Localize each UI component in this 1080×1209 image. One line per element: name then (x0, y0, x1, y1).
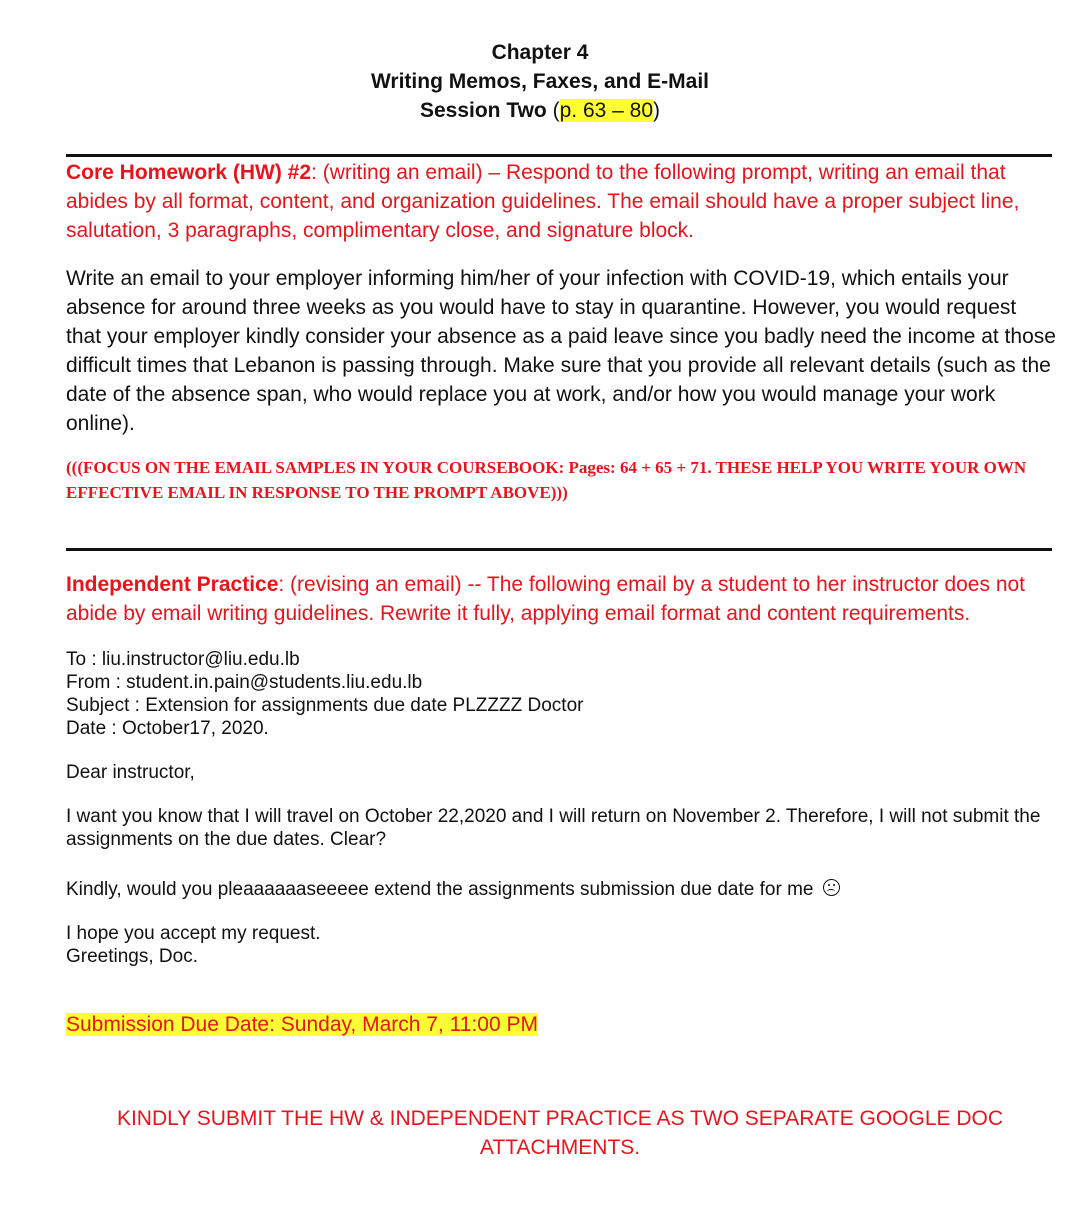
email-from-line: From : student.in.pain@students.liu.edu.lb (66, 672, 423, 693)
email-subject-line: Subject : Extension for assignments due date PLZZZZ Doctor (66, 695, 584, 716)
email-to-line: To : liu.instructor@liu.edu.lb (66, 649, 300, 670)
frowning-face-icon (823, 879, 840, 896)
email-date-line: Date : October17, 2020. (66, 718, 269, 739)
independent-practice-instructions (66, 570, 1056, 628)
section-divider (66, 154, 1052, 157)
email-prompt: Write an email to your employer informing him/her of your infection with COVID-19, which entails your absence for around three weeks as you would have to stay in quarantine. However, you would request that your employer kindly consider your absence as a paid leave since you badly need the income at those difficult times that Lebanon is passing through. Make sure that you provide all relevant details (such as the date of the absence span, who would replace you at work, and/or how you would manage your work online). (66, 267, 1056, 435)
chapter-title: Writing Memos, Faxes, and E-Mail (370, 70, 709, 93)
email-closing-line: I hope you accept my request. (66, 923, 321, 944)
core-homework-label: Core Homework (HW) #2 (66, 161, 312, 184)
submission-due-date (66, 1011, 538, 1038)
core-homework-instructions (66, 158, 1056, 245)
chapter-heading: Chapter 4 (491, 41, 589, 64)
section-divider (66, 548, 1052, 551)
session-line: Session Two (p. 63 – 80) (419, 99, 661, 122)
independent-practice-text: : (revising an email) -- The following email by a student to her instructor does not abide by email writing guidelines. Rewrite it fully, applying email format and content requirements. (66, 573, 1026, 625)
due-date-highlight: Submission Due Date: Sunday, March 7, 11:00 PM (66, 1013, 538, 1036)
email-paragraph-2-text: Kindly, would you pleaaaaaaseeeee extend the assignments submission due date for me (66, 879, 814, 900)
independent-practice-label: Independent Practice (66, 573, 279, 596)
email-signoff: Greetings, Doc. (66, 946, 198, 967)
page-range: p. 63 – 80 (559, 99, 654, 122)
core-homework-text: : (writing an email) – Respond to the following prompt, writing an email that abides by all format, content, and organization guidelines. The email should have a proper subject line, salutation, 3 paragraphs, complimentary close, and signature block. (66, 161, 1020, 242)
email-greeting: Dear instructor, (66, 762, 195, 783)
email-closing (66, 922, 1056, 968)
session-label: Session Two (419, 99, 547, 122)
focus-note: (((FOCUS ON THE EMAIL SAMPLES IN YOUR COURSEBOOK: Pages: 64 + 65 + 71. THESE HELP YOU WRITE YOUR OWN EFFECTIVE EMAIL IN RESPONSE TO THE PROMPT ABOVE))) (66, 458, 1027, 502)
email-headers (66, 648, 1056, 740)
email-paragraph-2 (66, 878, 1056, 901)
email-paragraph-1: I want you know that I will travel on October 22,2020 and I will return on November 2. Therefore, I will not submit the assignments on the due dates. Clear? (66, 806, 1041, 850)
submission-instructions: KINDLY SUBMIT THE HW & INDEPENDENT PRACTICE AS TWO SEPARATE GOOGLE DOC ATTACHMENTS. (116, 1107, 1004, 1159)
document-header (0, 38, 1080, 125)
